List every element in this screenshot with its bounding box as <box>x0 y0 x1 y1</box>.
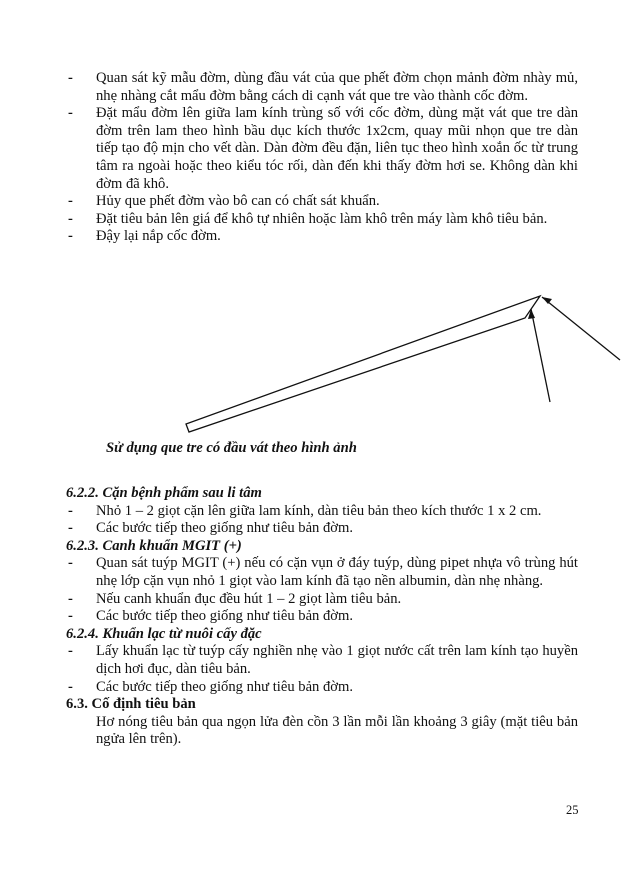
lower-sections <box>66 485 578 749</box>
list-item-text: Quan sát kỹ mẫu đờm, dùng đầu vát của que phết đờm chọn mảnh đờm nhày mủ, nhẹ nhàng cắt mẩu đờm bằng cách di cạnh vát que tre vào thành cốc đờm. <box>96 70 578 104</box>
list-item-text: Đặt mẩu đờm lên giữa lam kính trùng số với cốc đờm, dùng mặt vát que tre dàn đờm trên lam theo hình bầu dục kích thước 1x2cm, quay mũi nhọn que tre dàn tiếp tạo độ mịn cho vết dàn. Dàn đờm đều đặn, liên tục theo hình xoắn ốc từ trung tâm ra ngoài hoặc theo kiểu tóc rối, dàn đến khi thấy đờm hơi se. Không dàn khi đờm đã khô. <box>96 105 578 192</box>
list-item-text: Lấy khuẩn lạc từ tuýp cấy nghiền nhẹ vào 1 giọt nước cất trên lam kính tạo huyền dịch hơi đục, dàn tiêu bản. <box>96 643 578 677</box>
arrowhead-bottom <box>528 309 535 319</box>
list-item-text: Nếu canh khuẩn đục đều hút 1 – 2 giọt làm tiêu bản. <box>96 590 402 607</box>
bullet-dash: - <box>68 678 73 695</box>
list-item <box>66 608 578 626</box>
bullet-dash: - <box>68 105 73 122</box>
arrow-line-right <box>542 297 620 360</box>
list-item <box>66 591 578 609</box>
list-item-text: Quan sát tuýp MGIT (+) nếu có cặn vụn ở đáy tuýp, dùng pipet nhựa vô trùng hút nhẹ lớp cặn vụn nhỏ 1 giọt vào lam kính đã tạo nền albumin, dàn nhẹ nhàng. <box>96 555 578 589</box>
bullet-dash: - <box>68 193 73 210</box>
bullet-dash: - <box>68 555 73 572</box>
arrow-line-bottom <box>531 309 550 402</box>
list-item <box>66 679 578 697</box>
list-item-text: Các bước tiếp theo giống như tiêu bản đờm. <box>96 678 354 695</box>
bamboo-stick-shape <box>186 296 540 432</box>
list-item-text: Hủy que phết đờm vào bô can có chất sát khuẩn. <box>96 193 380 210</box>
arrowhead-right <box>542 297 552 304</box>
bullet-dash: - <box>68 502 73 519</box>
list-item <box>66 520 578 538</box>
section-heading-6-2-4: 6.2.4. Khuẩn lạc từ nuôi cấy đặc <box>66 625 262 642</box>
bullet-dash: - <box>68 520 73 537</box>
section-paragraph: Hơ nóng tiêu bản qua ngọn lửa đèn cồn 3 lần mỗi lần khoảng 3 giây (mặt tiêu bản ngửa lên trên). <box>96 713 578 748</box>
figure-caption: Sử dụng que tre có đầu vát theo hình ảnh <box>106 440 357 456</box>
section-heading-6-2-2: 6.2.2. Cặn bệnh phẩm sau li tâm <box>66 485 262 501</box>
bullet-dash: - <box>68 228 73 245</box>
list-item-text: Nhỏ 1 – 2 giọt cặn lên giữa lam kính, dàn tiêu bản theo kích thước 1 x 2 cm. <box>96 502 542 519</box>
bullet-dash: - <box>68 70 73 86</box>
list-item <box>66 503 578 521</box>
section-heading-6-2-3: 6.2.3. Canh khuẩn MGIT (+) <box>66 537 242 554</box>
list-item-text: Các bước tiếp theo giống như tiêu bản đờm. <box>96 608 354 625</box>
bullet-dash: - <box>68 608 73 625</box>
bullet-dash: - <box>68 210 73 227</box>
list-item-text: Đậy lại nắp cốc đờm. <box>96 228 221 245</box>
section-heading-6-3: 6.3. Cố định tiêu bản <box>66 696 196 713</box>
list-item-text: Đặt tiêu bản lên giá để khô tự nhiên hoặc làm khô trên máy làm khô tiêu bản. <box>96 210 548 227</box>
list-item-text: Các bước tiếp theo giống như tiêu bản đờm. <box>96 520 354 537</box>
list-item <box>66 643 578 678</box>
bullet-dash: - <box>68 643 73 660</box>
bullet-dash: - <box>68 590 73 607</box>
page-number: 25 <box>566 803 579 817</box>
list-item <box>66 555 578 590</box>
